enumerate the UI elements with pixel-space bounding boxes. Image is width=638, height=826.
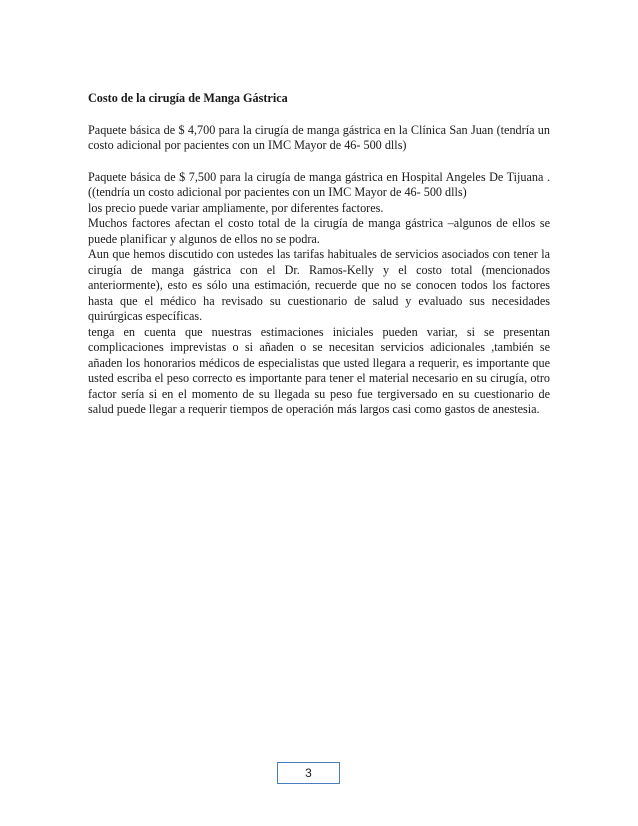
- document-title: Costo de la cirugía de Manga Gástrica: [88, 91, 288, 105]
- paragraph-clinica-san-juan: Paquete básica de $ 4,700 para la cirugía de manga gástrica en la Clínica San Juan (tendría un costo adicional por pacientes con un IMC Mayor de 46- 500 dlls): [88, 122, 550, 152]
- document-body: [88, 91, 550, 418]
- paragraph-estimate: Aun que hemos discutido con ustedes las tarifas habituales de servicios asociados con tener la cirugía de manga gástrica con el Dr. Ramos-Kelly y el costo total (mencionados anteriormente), esto es sólo una estimación, recuerde que no se conocen todos los factores hasta que el médico ha revisado su cuestionario de salud y evaluado sus necesidades quirúrgicas específicas.: [88, 247, 550, 323]
- paragraph-price-variation: los precio puede variar ampliamente, por diferentes factores.: [88, 200, 384, 215]
- paragraph-cost-factors: Muchos factores afectan el costo total de la cirugía de manga gástrica –algunos de ellos se puede planificar y algunos de ellos no se podra.: [88, 216, 550, 246]
- paragraph-complications: tenga en cuenta que nuestras estimaciones iniciales pueden variar, si se presentan complicaciones imprevistas o si añaden o se necesitan servicios adicionales ,también se añaden los honorarios médicos de especialistas que usted llegara a requerir, es importante que usted escriba el peso correcto es importante para tener el material necesario en su cirugía, otro factor sería si en el momento de su llegada su peso fue tergiversado en su cuestionario de salud puede llegar a requerir tiempos de operación más largos casi como gastos de anestesia.: [88, 324, 550, 416]
- paragraph-hospital-angeles: Paquete básica de $ 7,500 para la cirugía de manga gástrica en Hospital Angeles De Tijuana . ((tendría un costo adicional por pacientes con un IMC Mayor de 46- 500 dlls): [88, 169, 550, 199]
- page-number: 3: [277, 762, 340, 784]
